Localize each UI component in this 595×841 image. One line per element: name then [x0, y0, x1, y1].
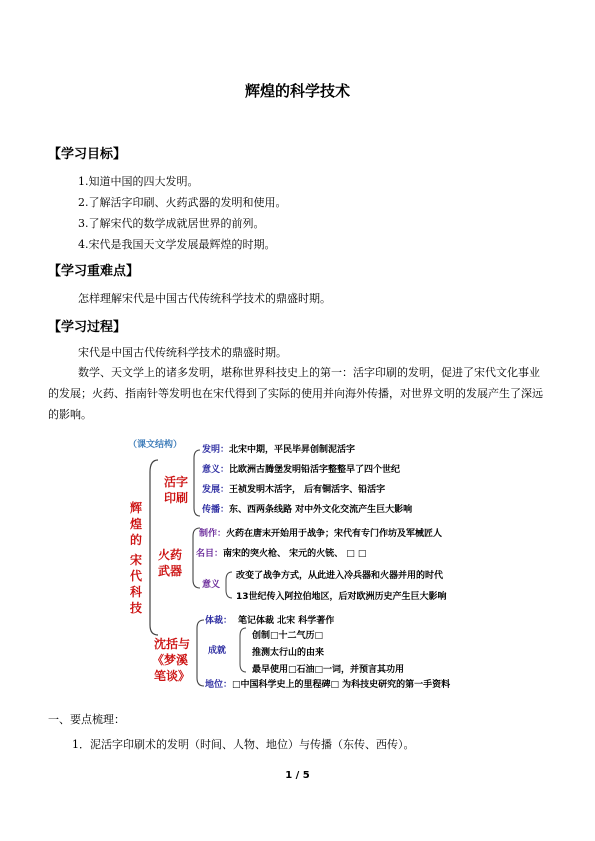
branch-3-bracket [197, 620, 204, 686]
root-char: 的 [130, 533, 143, 547]
b3-achievement-key: 成就 [208, 646, 227, 656]
page-title: 辉煌的科学技术 [244, 82, 350, 100]
b1-item-1: 发明：北宋中期，平民毕昇创制泥活字 [202, 445, 356, 455]
key-text: 怎样理解宋代是中国古代传统科学技术的鼎盛时期。 [78, 292, 331, 305]
structure-diagram [0, 430, 595, 700]
goal-item-4: 4.宋代是我国天文学发展最辉煌的时期。 [78, 238, 276, 251]
points-heading: 一、要点梳理： [48, 713, 125, 726]
branch-2-name [158, 547, 182, 578]
diagram-label: （课文结构） [128, 440, 183, 450]
b3-genre: 体裁： 笔记体裁 北宋 科学著作 [205, 616, 335, 626]
root-char: 技 [130, 601, 143, 615]
branch-3-name [152, 636, 190, 683]
b3-ach-2: 推测太行山的由来 [252, 648, 325, 658]
b1-item-2: 意义：比欧洲古腾堡发明铅活字整整早了四个世纪 [202, 465, 401, 475]
branch-1-label: 印刷 [164, 491, 189, 505]
root-bracket [150, 460, 158, 635]
root-char: 煌 [130, 517, 143, 531]
b2-meaning-1: 改变了战争方式，从此进入冷兵器和火器并用的时代 [236, 571, 444, 581]
branch-1-name [164, 474, 188, 505]
branch-1-label: 活字 [164, 475, 189, 489]
root-char: 代 [130, 569, 143, 583]
page-number: 1 / 5 [285, 770, 310, 781]
process-paragraph-2: 数学、天文学上的诸多发明，堪称世界科技史上的第一：活字印刷的发明，促进了宋代文化事业的发展；火药、指南针等发明也在宋代得到了实际的使用并向海外传播，对世界文明的发展产生了深远的影响。 [48, 366, 543, 421]
branch-2-label: 武器 [158, 564, 183, 578]
b1-item-4: 传播：东、西两条线路 对中外文化交流产生巨大影响 [202, 505, 413, 515]
branch-3-label: 笔谈》 [154, 669, 191, 683]
goal-item-3: 3.了解宋代的数学成就居世界的前列。 [78, 217, 265, 230]
points-item-1: 1．泥活字印刷术的发明（时间、人物、地位）与传播（东传、西传）。 [72, 738, 415, 751]
root-char: 科 [130, 585, 143, 599]
diagram-root [129, 500, 143, 615]
root-char: 宋 [130, 553, 143, 567]
goals-heading: 【学习目标】 [48, 147, 127, 162]
key-heading: 【学习重难点】 [48, 264, 140, 279]
b2-meaning-key: 意义 [202, 580, 221, 590]
b2-meaning-bracket [226, 572, 232, 598]
process-heading: 【学习过程】 [48, 320, 127, 335]
b3-achievement-bracket [240, 628, 246, 672]
branch-2-label: 火药 [158, 548, 183, 562]
b3-ach-1: 创制□十二气历□ [252, 631, 324, 641]
b2-meaning-2: 13世纪传入阿拉伯地区，后对欧洲历史产生巨大影响 [236, 592, 447, 602]
branch-1-bracket [194, 450, 200, 516]
root-char: 辉 [130, 501, 143, 515]
goal-item-2: 2.了解活字印刷、火药武器的发明和使用。 [78, 196, 287, 209]
branch-3-label: 《梦溪 [152, 653, 189, 667]
b2-item-2: 名目：南宋的突火枪、 宋元的火铳、 □ □ [196, 549, 367, 559]
b3-status: 地位：□中国科学史上的里程碑□ 为科技史研究的第一手资料 [205, 680, 451, 690]
b2-item-1: 制作：火药在唐末开始用于战争；宋代有专门作坊及军械匠人 [199, 529, 443, 539]
b1-item-3: 发展：王祯发明木活字， 后有铜活字、铅活字 [202, 485, 386, 495]
goal-item-1: 1.知道中国的四大发明。 [78, 175, 199, 188]
process-paragraph-1: 宋代是中国古代传统科学技术的鼎盛时期。 [78, 346, 287, 359]
b3-ach-3: 最早使用□石油□一词，并预言其功用 [252, 665, 405, 675]
branch-3-label: 沈括与 [154, 637, 191, 651]
